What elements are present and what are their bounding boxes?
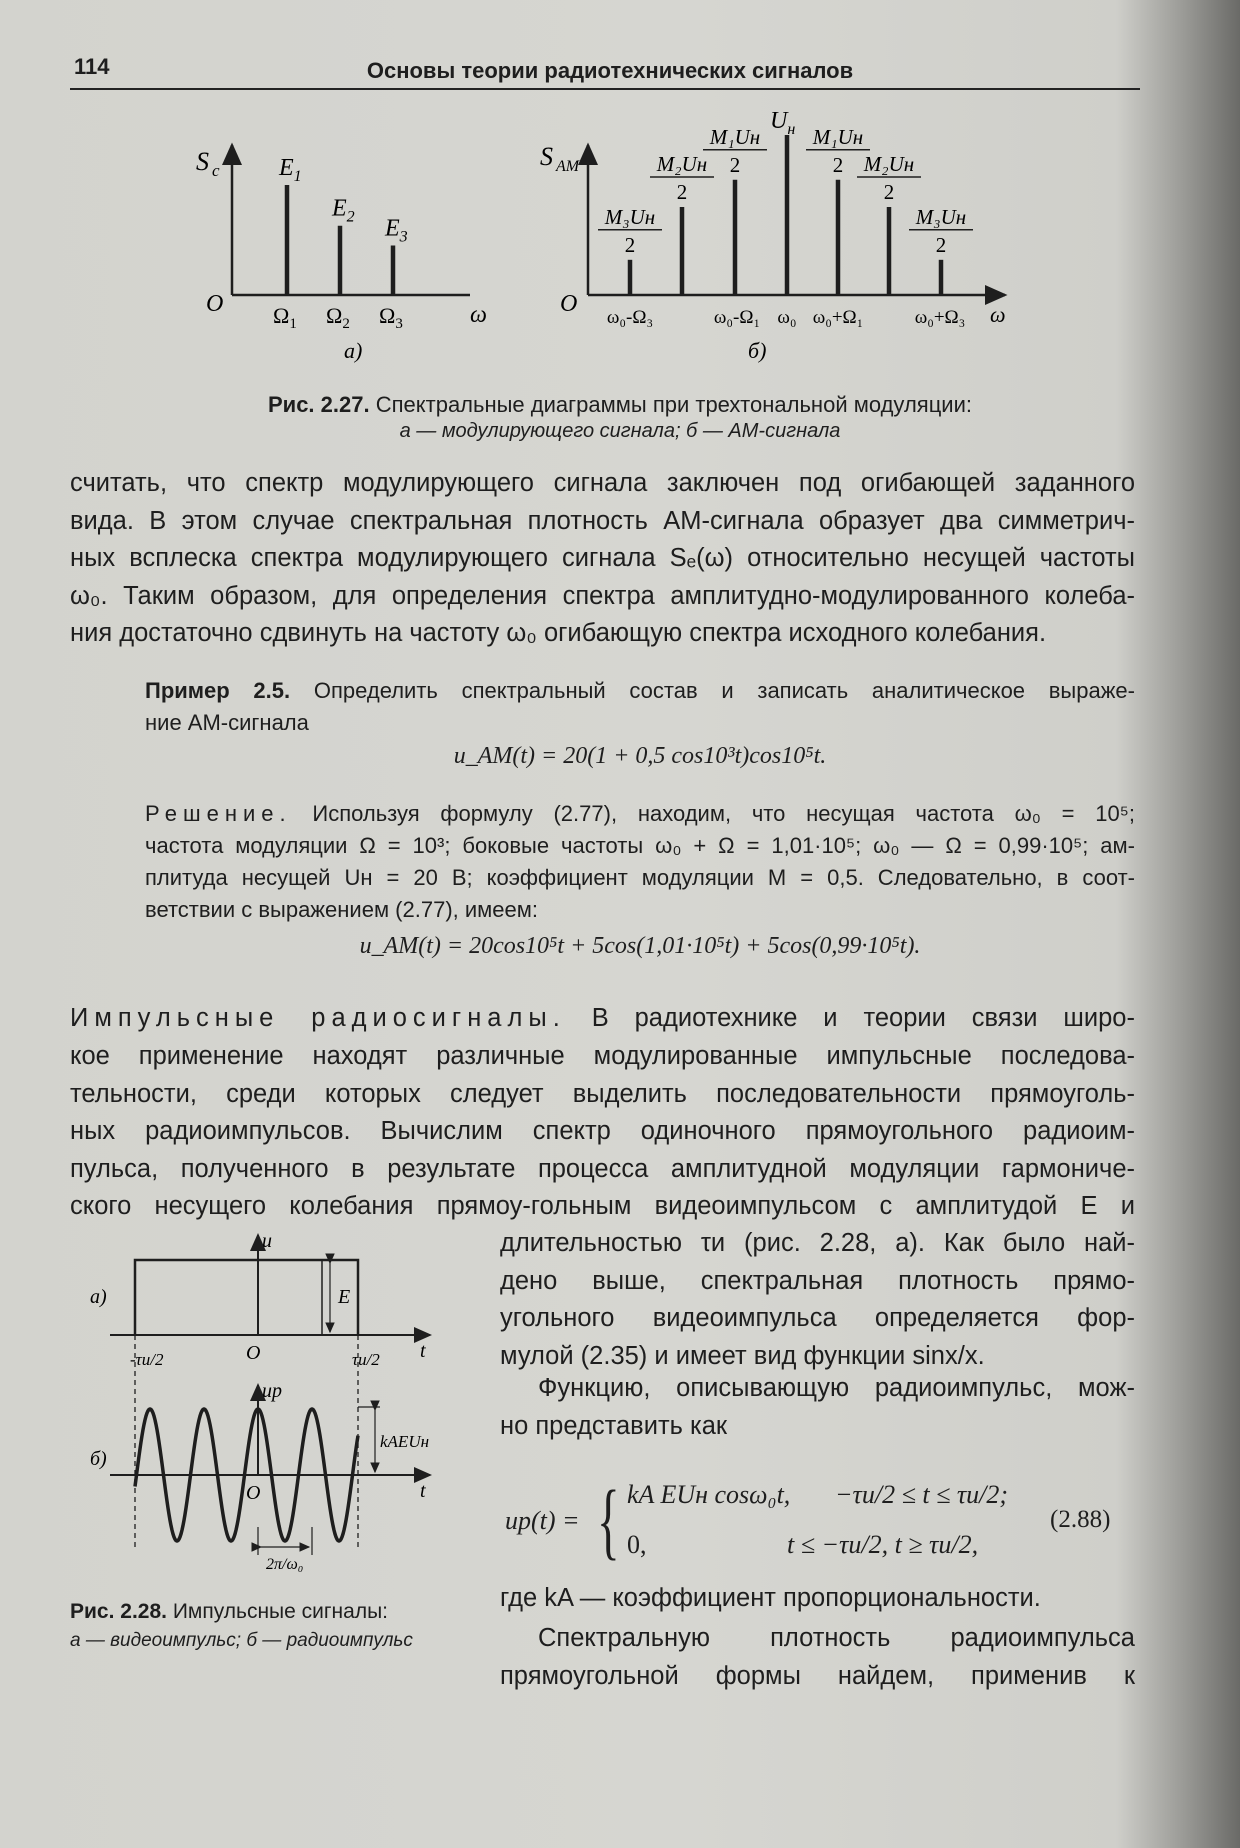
eq-case1: kA EUн cosω₀t, [627, 1480, 791, 1509]
p1-line: ных всплеска спектра модулирующего сигнала Sₑ(ω) относительно несущей частоты [70, 544, 1135, 572]
p1-line: вида. В этом случае спектральная плотность АМ-сигнала образует два симметрич- [70, 506, 1135, 535]
tick-label-b: ω₀+Ω₁ [812, 307, 864, 328]
p1-line: считать, что спектр модулирующего сигнала заключен под огибающей заданного [70, 469, 1135, 497]
sideband-numerator: M₁Uн [709, 124, 761, 149]
eq-number: (2.88) [1050, 1506, 1111, 1533]
where-line: где kA — коэффициент пропорциональности. [500, 1584, 1041, 1612]
p1-line: ω₀. Таким образом, для определения спектра амплитудно-модулированного колеба- [70, 581, 1135, 610]
eq-case2-cond: t ≤ −τи/2, t ≥ τи/2, [787, 1530, 979, 1559]
sideband-numerator: M₁Uн [812, 124, 864, 149]
result-formula: u_AM(t) = 20cos10⁵t + 5cos(1,01·10⁵t) + 5cos(0,99·10⁵t). [359, 933, 921, 959]
solution-word: Решение. [145, 801, 292, 826]
eq-brace: { [597, 1472, 620, 1568]
tick-label-b: ω₀-Ω₃ [606, 307, 654, 328]
function-text [500, 1370, 1135, 1445]
solution-line: плитуда несущей Uн = 20 В; коэффициент модуляции M = 0,5. Следовательно, в соот- [145, 865, 1135, 890]
sideband-denominator: 2 [832, 152, 844, 177]
fig227-caption-sub: а — модулирующего сигнала; б — АМ-сигнала [399, 420, 841, 442]
right-column-text [500, 1225, 1135, 1375]
tau-left: -τи/2 [130, 1350, 164, 1369]
section-line: тельности, среди которых следует выделить последовательности прямоуголь- [70, 1079, 1135, 1108]
section-line-1 [70, 1000, 1135, 1038]
carrier-label: $U_н$ [770, 108, 796, 138]
sideband-numerator: M₂Uн [863, 152, 915, 176]
tick-label-b: ω₀ [777, 307, 797, 328]
section-line: ных радиоимпульсов. Вычислим спектр одиночного прямоугольного радиоим- [70, 1117, 1135, 1145]
sideband-numerator: M₂Uн [656, 152, 708, 176]
tick-label-b: ω₀+Ω₃ [914, 307, 966, 328]
period-label: 2π/ω₀ [266, 1556, 304, 1573]
fig228-panel-a [90, 1230, 430, 1369]
right-line: длительностью τи (рис. 2.28, а). Как было най- [500, 1229, 1135, 1257]
equation-2-88 [505, 1470, 1145, 1580]
example-line-1 [145, 675, 1135, 708]
E-label: E [338, 1286, 351, 1308]
fig228-caption-text: Импульсные сигналы: [172, 1600, 389, 1623]
fig227-caption-number: Рис. 2.27. [268, 392, 370, 417]
eq-case2: 0, [627, 1530, 647, 1559]
sideband-denominator: 2 [729, 152, 741, 177]
eq-case1-cond: −τи/2 ≤ t ≤ τи/2; [835, 1480, 1009, 1509]
example-line-2: ние АМ-сигнала [145, 710, 309, 735]
right-line: дено выше, спектральная плотность прямо- [500, 1266, 1135, 1295]
line-label-a: $E_1$ [279, 155, 302, 185]
example-formula: u_AM(t) = 20(1 + 0,5 cos10³t)cos10⁵t. [453, 743, 827, 769]
fig227-caption [150, 392, 1090, 418]
example-title: Пример 2.5. [145, 678, 291, 703]
panel-a-origin: O [206, 291, 224, 317]
solution-line-1 [145, 798, 1135, 831]
tick-label-b: ω₀-Ω₁ [713, 307, 761, 328]
line-label-a: $E_3$ [385, 215, 408, 246]
sideband-denominator: 2 [935, 232, 947, 257]
panel-b-label: б) [748, 338, 767, 363]
section-line: пульса, полученного в результате процесса амплитудной модуляции гармониче- [70, 1154, 1135, 1183]
sideband-denominator: 2 [883, 180, 895, 204]
page-number: 114 [74, 54, 110, 79]
origin-b: O [246, 1482, 261, 1504]
fig227-panel-b [540, 108, 1006, 363]
fig228-caption [70, 1600, 470, 1624]
p1-line: ния достаточно сдвинуть на частоту ω₀ огибающую спектра исходного колебания. [70, 619, 1047, 647]
tick-label-a: $\Omega_3$ [379, 303, 403, 332]
section-line: ского несущего колебания прямоу-гольным видеоимпульсом с амплитудой E и [70, 1192, 1135, 1220]
tick-label-a: $\Omega_2$ [326, 303, 350, 332]
sideband-numerator: M₃Uн [915, 204, 967, 229]
kEU-label: kAEUн [380, 1432, 430, 1451]
func-line: Функцию, описывающую радиоимпульс, мож- [538, 1374, 1135, 1402]
panel-b-y-label: S [540, 142, 553, 171]
t-label-b: t [420, 1480, 426, 1502]
t-label-a: t [420, 1340, 426, 1362]
sideband-denominator: 2 [624, 232, 636, 257]
label-b: б) [90, 1448, 107, 1470]
panel-a-y-sub: с [212, 161, 220, 180]
section-line: кое применение находят различные модулированные импульсные последова- [70, 1042, 1135, 1070]
running-title: Основы теории радиотехнических сигналов [366, 58, 854, 83]
final-text [500, 1620, 1135, 1695]
eq-lhs: uр(t) = [505, 1506, 580, 1535]
tau-right: τи/2 [352, 1350, 380, 1369]
panel-b-omega: ω [990, 302, 1006, 327]
final-line: Спектральную плотность радиоимпульса [538, 1624, 1135, 1652]
final-line: прямоугольной формы найдем, применив к [500, 1661, 1135, 1690]
solution-line: частота модуляции Ω = 10³; боковые частоты ω₀ + Ω = 1,01·10⁵; ω₀ — Ω = 0,99·10⁵; ам- [145, 833, 1135, 858]
panel-b-y-sub: AM [556, 158, 580, 175]
fig228-caption-sub: а — видеоимпульс; б — радиоимпульс [70, 1630, 413, 1651]
fig228-caption-number: Рис. 2.28. [70, 1600, 167, 1623]
figure-2-28 [90, 1225, 470, 1595]
solution-text: Используя формулу (2.77), находим, что несущая частота ω₀ = 10⁵; [312, 801, 1135, 826]
sideband-numerator: M₃Uн [604, 204, 656, 229]
fig228-panel-b [90, 1335, 430, 1573]
fig227-panel-a [196, 145, 487, 363]
example-text: Определить спектральный состав и записать аналитическое выраже- [313, 678, 1135, 703]
u-label: u [262, 1230, 272, 1252]
paragraph-1 [70, 465, 1135, 653]
panel-a-label: а) [344, 338, 363, 363]
section-heading: Импульсные радиосигналы. [70, 1004, 566, 1032]
solution-line: ветствии с выражением (2.77), имеем: [145, 897, 538, 922]
line-label-a: $E_2$ [332, 195, 355, 226]
right-line: угольного видеоимпульса определяется фор- [500, 1304, 1135, 1332]
label-a: а) [90, 1286, 107, 1308]
func-line: но представить как [500, 1411, 728, 1440]
panel-a-omega: ω [470, 302, 487, 328]
figure-2-27 [0, 0, 1240, 420]
section-body [70, 1038, 1135, 1226]
sideband-denominator: 2 [676, 180, 688, 204]
section-text: В радиотехнике и теории связи широ- [591, 1004, 1135, 1032]
up-label: uр [262, 1380, 282, 1402]
tick-label-a: $\Omega_1$ [273, 303, 297, 332]
origin-a: O [246, 1342, 261, 1364]
panel-b-origin: O [560, 291, 578, 317]
fig227-caption-text: Спектральные диаграммы при трехтональной модуляции: [375, 392, 972, 417]
right-line: мулой (2.35) и имеет вид функции sinx/x. [500, 1341, 985, 1370]
panel-a-y-label: S [196, 147, 209, 176]
